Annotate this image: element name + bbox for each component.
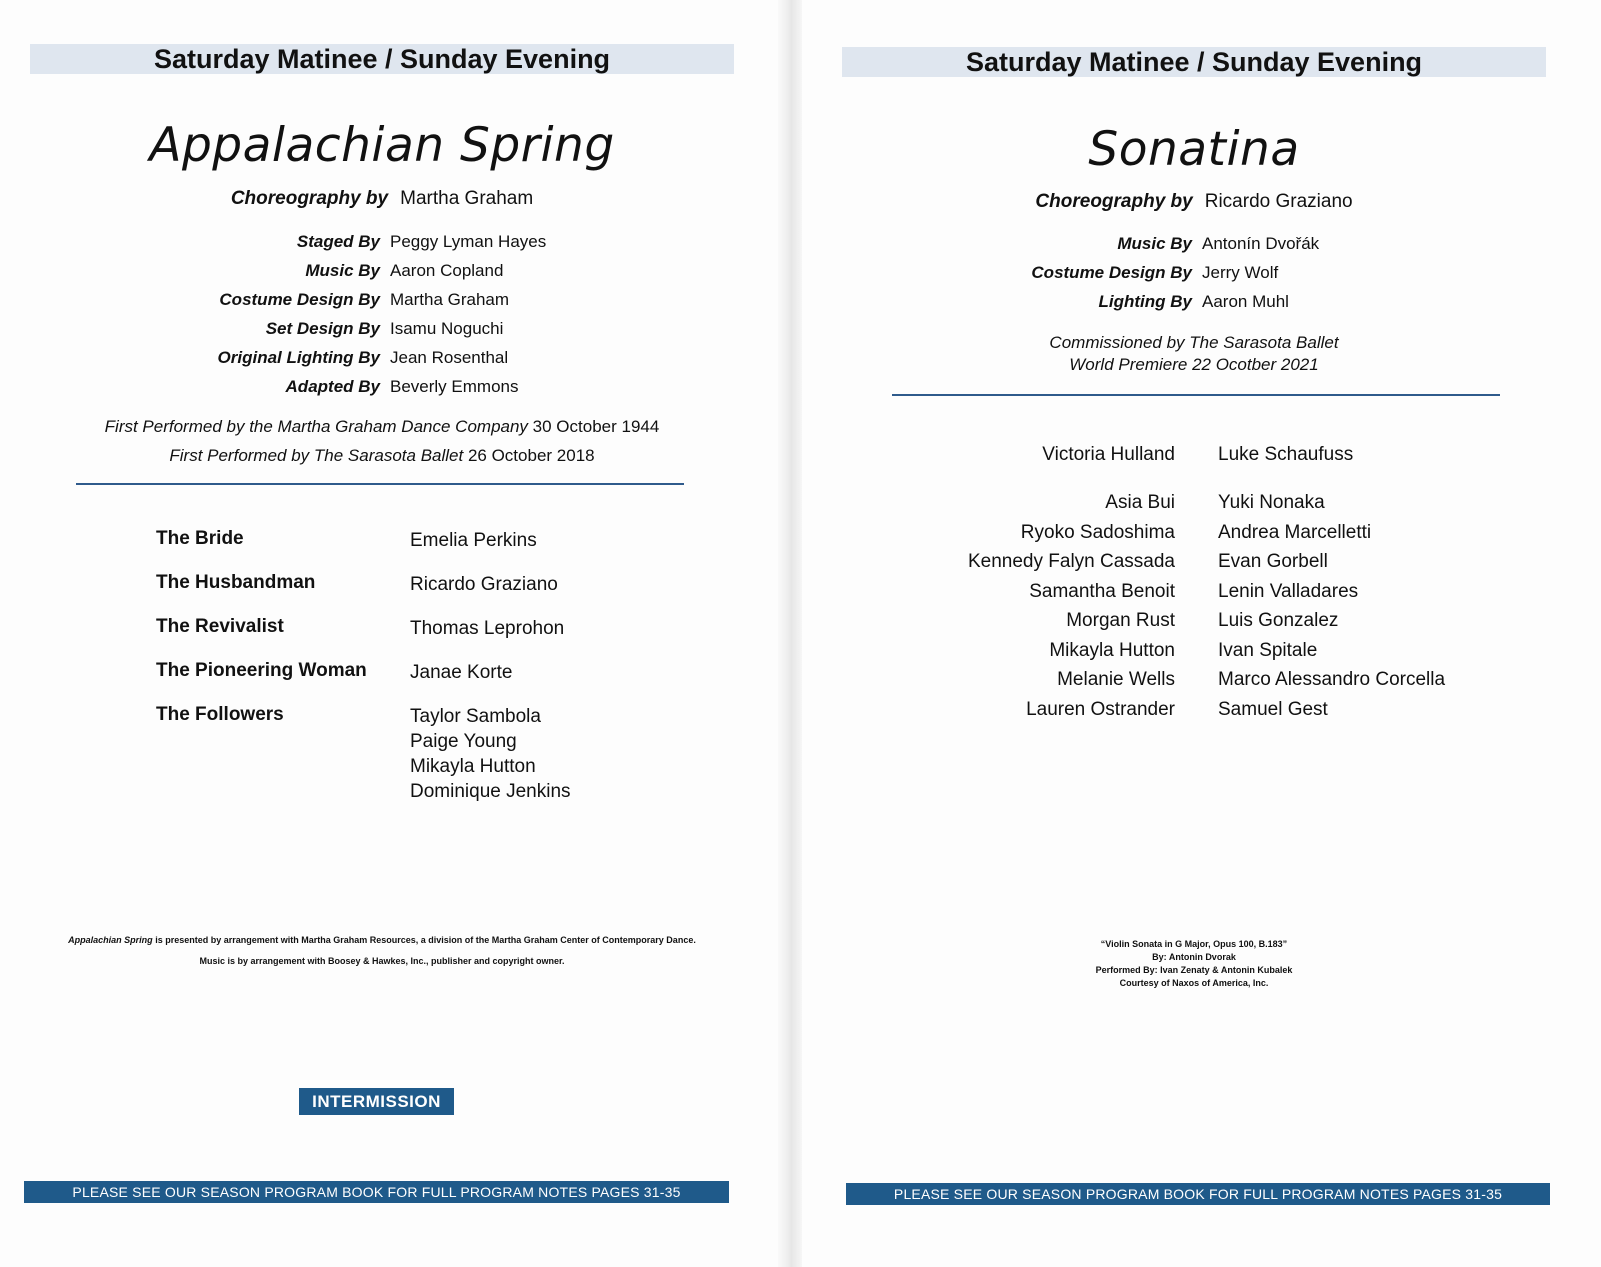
credit-value: Jean Rosenthal: [390, 348, 509, 367]
credit-value: Peggy Lyman Hayes: [390, 232, 547, 251]
credit-label: Staged By: [296, 232, 380, 251]
music-note-line: Performed By: Ivan Zenaty & Antonin Kubalek: [1095, 965, 1293, 975]
dancer-name: Mikayla Hutton: [410, 756, 536, 777]
credit-row: [30, 377, 734, 397]
dancer-name: Dominique Jenkins: [410, 781, 571, 802]
credit-value: Martha Graham: [390, 290, 510, 309]
credit-label: Costume Design By: [219, 290, 380, 309]
right-page: [800, 0, 1601, 1267]
dancer-name: Janae Korte: [410, 662, 513, 683]
page-gutter: [778, 0, 802, 1267]
left-page: [0, 0, 780, 1267]
dancer-name: Thomas Leprohon: [410, 618, 565, 639]
cast-right-name: Evan Gorbell: [1218, 551, 1328, 572]
dancer-name: Ricardo Graziano: [410, 574, 558, 595]
right-choreography-value: Ricardo Graziano: [1204, 191, 1353, 212]
credit-row: [842, 263, 1546, 283]
cast-right-name: Samuel Gest: [1218, 698, 1328, 720]
principal-right: Luke Schaufuss: [1218, 444, 1354, 465]
credit-row: [842, 234, 1546, 254]
credit-value: Aaron Muhl: [1202, 292, 1289, 311]
right-choreography-label: Choreography by: [1035, 191, 1193, 212]
credit-label: Set Design By: [265, 319, 380, 338]
principal-left: Victoria Hulland: [1042, 444, 1175, 465]
dancer-name: Taylor Sambola: [410, 706, 541, 727]
cast-left-name: Mikayla Hutton: [1049, 639, 1175, 661]
cast-right-name: Ivan Spitale: [1218, 639, 1318, 661]
performed-line: [30, 417, 734, 437]
left-choreography-label: Choreography by: [230, 188, 389, 209]
credit-value: Jerry Wolf: [1202, 263, 1279, 282]
credit-row: [30, 232, 734, 252]
right-choreography: [842, 191, 1546, 213]
credit-label: Adapted By: [285, 377, 380, 396]
cast-left-name: Ryoko Sadoshima: [1020, 521, 1175, 543]
right-title: Sonatina: [1088, 122, 1300, 177]
left-fine-print-rest: is presented by arrangement with Martha Graham Resources, a division of the Martha Graham Center of Contemporary Dance.: [155, 935, 696, 945]
role-name: The Revivalist: [156, 616, 284, 637]
cast-left-name: Asia Bui: [1105, 492, 1175, 513]
dancer-name: Paige Young: [410, 731, 517, 752]
role-name: The Pioneering Woman: [156, 660, 367, 681]
cast-right-name: Yuki Nonaka: [1218, 492, 1325, 513]
credit-row: [30, 348, 734, 368]
cast-right-name: Marco Alessandro Corcella: [1218, 669, 1446, 690]
left-fine-print-1: [30, 934, 734, 946]
left-banner: Saturday Matinee / Sunday Evening: [30, 44, 734, 74]
role-name: The Husbandman: [156, 572, 316, 593]
credit-label: Music By: [1117, 234, 1192, 253]
performed-date: 26 October 2018: [467, 446, 595, 465]
dancer-name: Emelia Perkins: [410, 530, 537, 551]
right-divider: [892, 394, 1500, 396]
left-title: Appalachian Spring: [149, 118, 615, 173]
left-fine-print-title: Appalachian Spring: [68, 935, 153, 945]
performed-by: First Performed by the Martha Graham Dance Company: [104, 417, 528, 436]
credit-row: [30, 290, 734, 310]
credit-label: Lighting By: [1098, 292, 1192, 311]
credit-value: Antonín Dvořák: [1202, 234, 1320, 253]
cast-left-name: Lauren Ostrander: [1026, 698, 1175, 720]
credit-value: Beverly Emmons: [390, 377, 519, 396]
credit-row: [30, 261, 734, 281]
credit-value: Isamu Noguchi: [390, 319, 504, 338]
left-choreography: [30, 188, 734, 210]
cast-right-name: Andrea Marcelletti: [1218, 521, 1372, 543]
credit-row: [842, 292, 1546, 312]
right-commission-1: Commissioned by The Sarasota Ballet: [1049, 333, 1339, 352]
left-footer: PLEASE SEE OUR SEASON PROGRAM BOOK FOR FULL PROGRAM NOTES PAGES 31-35: [24, 1181, 729, 1203]
performed-line: [30, 446, 734, 466]
intermission-badge: INTERMISSION: [299, 1088, 454, 1115]
credit-label: Music By: [305, 261, 380, 280]
cast-left-name: Samantha Benoit: [1029, 580, 1175, 602]
music-note-line: By: Antonin Dvorak: [1152, 952, 1236, 962]
credit-value: Aaron Copland: [390, 261, 504, 280]
credit-label: Costume Design By: [1031, 263, 1192, 282]
cast-right-name: Luis Gonzalez: [1218, 610, 1339, 631]
left-divider: [76, 483, 684, 485]
right-commission-2: World Premiere 22 Ocotber 2021: [1069, 355, 1319, 374]
cast-left-name: Kennedy Falyn Cassada: [967, 551, 1175, 572]
credit-label: Original Lighting By: [217, 348, 380, 367]
cast-right-name: Lenin Valladares: [1218, 580, 1359, 602]
music-note-line: “Violin Sonata in G Major, Opus 100, B.183”: [1100, 939, 1288, 949]
right-footer: PLEASE SEE OUR SEASON PROGRAM BOOK FOR FULL PROGRAM NOTES PAGES 31-35: [846, 1183, 1550, 1205]
left-choreography-value: Martha Graham: [400, 188, 534, 209]
role-name: The Bride: [156, 528, 244, 549]
performed-by: First Performed by The Sarasota Ballet: [169, 446, 464, 465]
performed-date: 30 October 1944: [532, 417, 660, 436]
right-banner: Saturday Matinee / Sunday Evening: [842, 47, 1546, 77]
cast-left-name: Melanie Wells: [1057, 669, 1175, 690]
credit-row: [30, 319, 734, 339]
cast-left-name: Morgan Rust: [1066, 610, 1175, 631]
music-note-line: Courtesy of Naxos of America, Inc.: [1119, 978, 1269, 988]
role-name: The Followers: [156, 704, 284, 725]
left-fine-print-2: Music is by arrangement with Boosey & Hawkes, Inc., publisher and copyright owner.: [199, 956, 565, 966]
